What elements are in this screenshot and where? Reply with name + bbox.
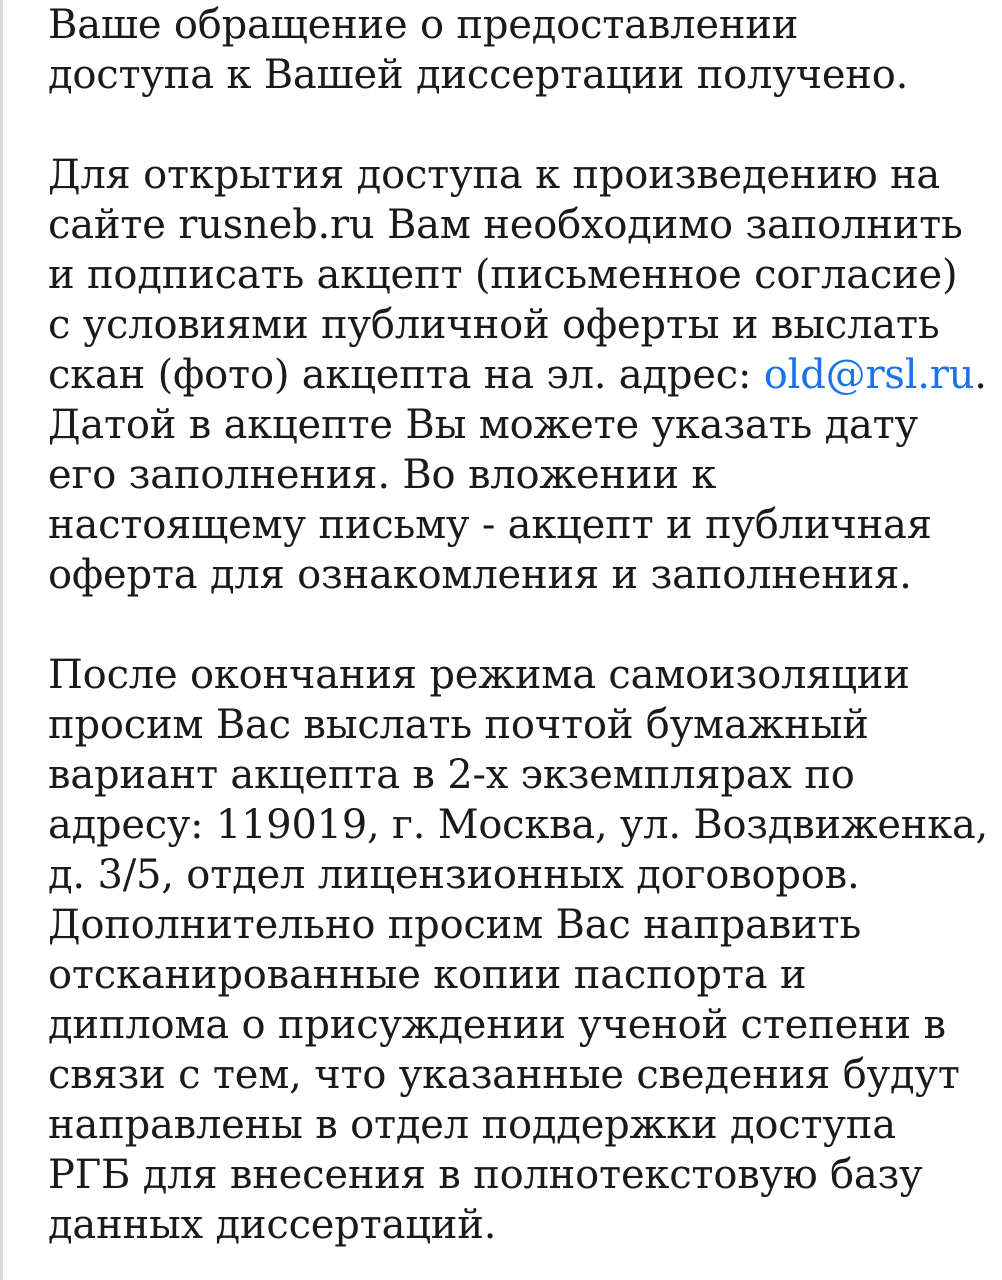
message-line: оферта для ознакомления и заполнения. bbox=[48, 552, 912, 598]
message-line: адресу: 119019, г. Москва, ул. Воздвиженка, bbox=[48, 802, 989, 848]
email-message-body bbox=[48, 0, 988, 1250]
email-line-prefix: скан (фото) акцепта на эл. адрес: bbox=[48, 352, 764, 398]
message-line: направлены в отдел поддержки доступа bbox=[48, 1102, 896, 1148]
message-line: и подписать акцепт (письменное согласие) bbox=[48, 252, 958, 298]
paragraph-gap bbox=[48, 100, 988, 150]
message-line: доступа к Вашей диссертации получено. bbox=[48, 52, 909, 98]
message-line: Для открытия доступа к произведению на bbox=[48, 152, 941, 198]
message-line: Ваше обращение о предоставлении bbox=[48, 2, 799, 48]
message-line: д. 3/5, отдел лицензионных договоров. bbox=[48, 852, 860, 898]
message-line: настоящему письму - акцепт и публичная bbox=[48, 502, 932, 548]
message-line: Датой в акцепте Вы можете указать дату bbox=[48, 402, 918, 448]
message-line: диплома о присуждении ученой степени в bbox=[48, 1002, 946, 1048]
message-line: Дополнительно просим Вас направить bbox=[48, 902, 862, 948]
message-line: сайте rusneb.ru Вам необходимо заполнить bbox=[48, 202, 963, 248]
message-line: отсканированные копии паспорта и bbox=[48, 952, 807, 998]
message-line: его заполнения. Во вложении к bbox=[48, 452, 717, 498]
paragraph-gap bbox=[48, 600, 988, 650]
email-line-suffix: . bbox=[974, 352, 987, 398]
message-line: данных диссертаций. bbox=[48, 1202, 497, 1248]
left-edge-divider bbox=[0, 0, 3, 1280]
message-line: просим Вас выслать почтой бумажный bbox=[48, 702, 869, 748]
email-link[interactable]: old@rsl.ru bbox=[763, 352, 975, 398]
message-line-with-email bbox=[48, 350, 988, 400]
message-line: с условиями публичной оферты и выслать bbox=[48, 302, 940, 348]
message-line: связи с тем, что указанные сведения будут bbox=[48, 1052, 960, 1098]
message-line: После окончания режима самоизоляции bbox=[48, 652, 910, 698]
message-line: РГБ для внесения в полнотекстовую базу bbox=[48, 1152, 923, 1198]
message-line: вариант акцепта в 2-х экземплярах по bbox=[48, 752, 855, 798]
